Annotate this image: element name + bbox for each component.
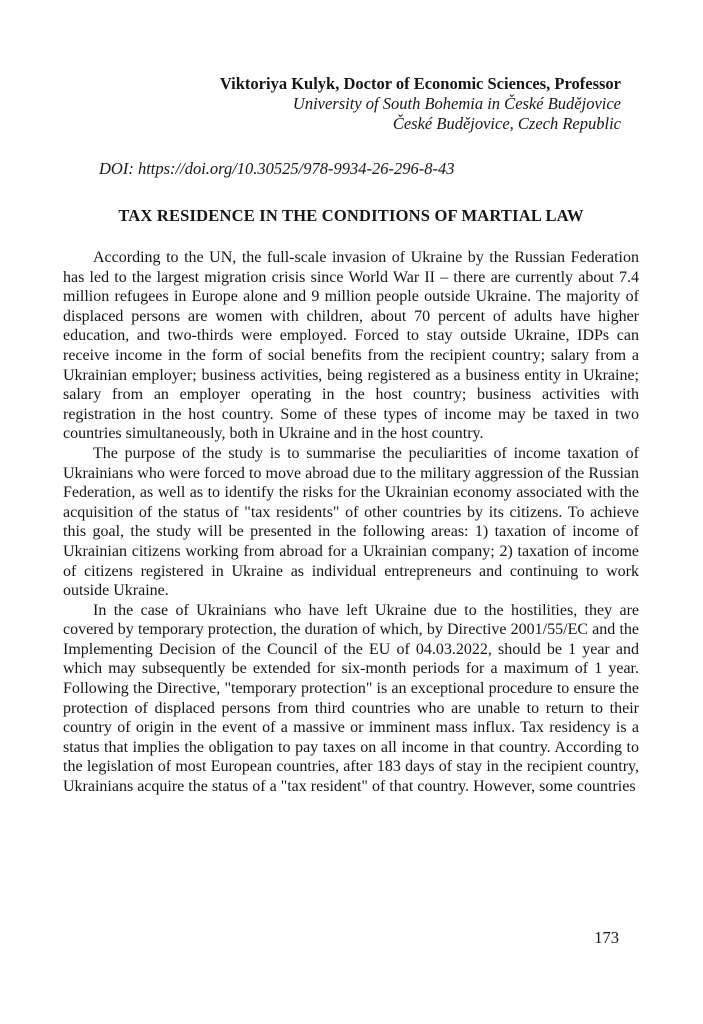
- author-name: Viktoriya Kulyk, Doctor of Economic Sciences, Professor: [219, 74, 621, 93]
- paragraph-purpose: The purpose of the study is to summarise the peculiarities of income taxation of Ukrainians who were forced to move abroad due to the military aggression of the Russian Federation, as well as to identify the risks for the Ukrainian economy associated with the acquisition of the status of "tax residents" of other countries by its citizens. To achieve this goal, the study will be presented in the following areas: 1) taxation of income of Ukrainian citizens working from abroad for a Ukrainian company; 2) taxation of income of citizens registered in Ukraine as individual entrepreneurs and continuing to work outside Ukraine.: [63, 444, 639, 600]
- text-column: [63, 0, 639, 797]
- doi-line: DOI: https://doi.org/10.30525/978-9934-26-296-8-43: [99, 159, 455, 178]
- body-text: [63, 248, 639, 797]
- paragraph-intro: According to the UN, the full-scale invasion of Ukraine by the Russian Federation has led to the largest migration crisis since World War II – there are currently about 7.4 million refugees in Europe alone and 9 million people outside Ukraine. The majority of displaced persons are women with children, about 70 percent of adults have higher education, and two-thirds were employed. Forced to stay outside Ukraine, IDPs can receive income in the form of social benefits from the recipient country; salary from a Ukrainian employer; business activities, being registered as a business entity in Ukraine; salary from an employer operating in the host country; business activities with registration in the host country. Some of these types of income may be taxed in two countries simultaneously, both in Ukraine and in the host country.: [63, 249, 639, 443]
- affiliation-location: České Budějovice, Czech Republic: [392, 114, 621, 133]
- page-number: 173: [594, 928, 619, 947]
- affiliation-university: University of South Bohemia in České Budějovice: [292, 94, 621, 113]
- paragraph-temporary-protection: In the case of Ukrainians who have left Ukraine due to the hostilities, they are covered by temporary protection, the duration of which, by Directive 2001/55/EC and the Implementing Decision of the Council of the EU of 04.03.2022, should be 1 year and which may subsequently be extended for six-month periods for a maximum of 1 year. Following the Directive, "temporary protection" is an exceptional procedure to ensure the protection of displaced persons from third countries who are unable to return to their country of origin in the event of a massive or imminent mass influx. Tax residency is a status that implies the obligation to pay taxes on all income in that country. According to the legislation of most European countries, after 183 days of stay in the recipient country, Ukrainians acquire the status of a "tax resident" of that country. However, some countries: [63, 601, 639, 796]
- paper-title: TAX RESIDENCE IN THE CONDITIONS OF MARTIAL LAW: [118, 206, 584, 225]
- byline-block: [63, 74, 639, 134]
